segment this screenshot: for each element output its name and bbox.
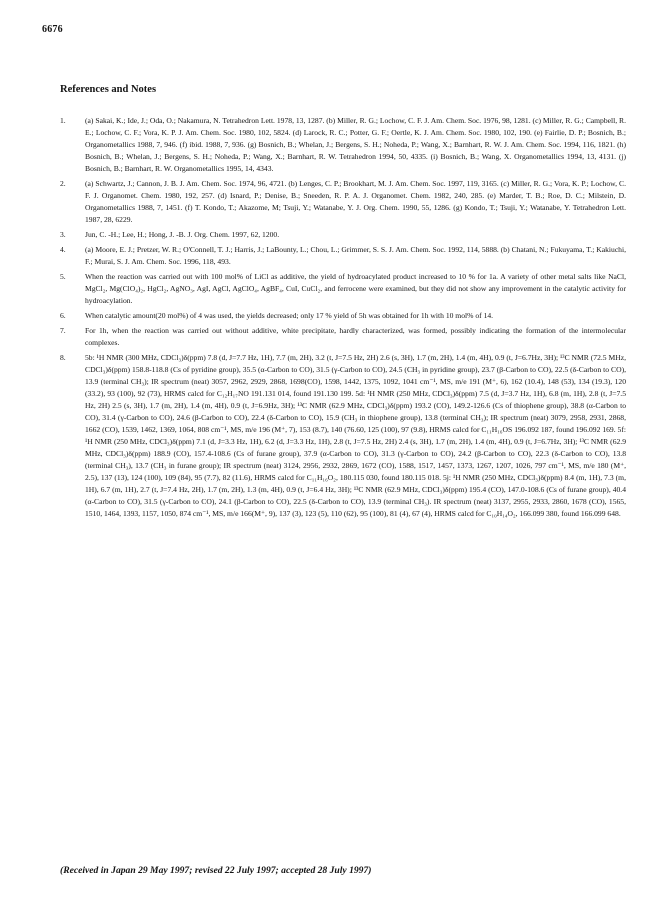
section-heading: References and Notes bbox=[60, 84, 157, 95]
reference-item bbox=[60, 244, 626, 268]
reference-item bbox=[60, 115, 626, 175]
reference-number: 1. bbox=[60, 116, 66, 125]
reference-text: (a) Sakai, K.; Ide, J.; Oda, O.; Nakamura, N. Tetrahedron Lett. 1978, 13, 1287. (b) Miller, R. G.; Lochow, C. F. J. Am. Chem. Soc. 1976, 98, 1281. (c) Miller, R. G.; Campbell, R. E.; Lochow, C. F.; Vora, K. P. J. Am. Chem. Soc. 1980, 102, 5824. (d) Larock, R. C.; Potter, G. F.; Oertle, K. J. Am. Chem. Soc. 1980, 102, 190. (e) Fairlie, D. P.; Bosnich, B.; Organometallics 1988, 7, 946. (f) ibid. 1988, 7, 936. (g) Bosnich, B.; Whelan, J.; Bergens, S. H.; Noheda, P.; Wang, X.; Barnhart, R. W. J. Am. Chem. Soc. 1994, 116, 1821. (h) Bosnich, B.; Whelan, J.; Bergens, S. H.; Noheda, P.; Wang, X.; Barnhart, R. W. Tetrahedron 1994, 50, 4335. (i) Bosnich, B.; Wang, X. Organometallics 1994, 13, 4131. (j) Bosnich, B.; Barnhart, R. W. Organometallics 1995, 14, 4343. bbox=[85, 116, 626, 173]
reference-number: 6. bbox=[60, 311, 66, 320]
reference-item bbox=[60, 229, 626, 241]
reference-item bbox=[60, 352, 626, 520]
reference-item bbox=[60, 325, 626, 349]
reference-text: Jun, C. -H.; Lee, H.; Hong, J. -B. J. Org. Chem. 1997, 62, 1200. bbox=[85, 230, 280, 239]
reference-item bbox=[60, 178, 626, 226]
reference-text: (a) Schwartz, J.; Cannon, J. B. J. Am. Chem. Soc. 1974, 96, 4721. (b) Lenges, C. P.; Brookhart, M. J. Am. Chem. Soc. 1997, 119, 3165. (c) Miller, R. G.; Vora, K. P.; Lochow, C. F. J. Organomet. Chem. 1980, 192, 257. (d) Isnard, P.; Denise, B.; Sneeden, R. P. A. J. Organomet. Chem. 1982, 240, 285. (e) Marder, T. B.; Roe, D. C.; Milstein, D. Organometallics 1988, 7, 1451. (f) T. Kondo, T.; Akazome, M; Tsuji, Y.; Watanabe, Y. J. Org. Chem. 1990, 55, 1286. (g) Kondo, T.; Tsuji, Y.; Watanabe, Y. Tetrahedron Lett. 1987, 28, 6229. bbox=[85, 179, 626, 224]
reference-item bbox=[60, 310, 626, 322]
page-number: 6676 bbox=[42, 24, 63, 35]
reference-text: 5b: ¹H NMR (300 MHz, CDCl₃)δ(ppm) 7.8 (d, J=7.7 Hz, 1H), 7.7 (m, 2H), 3.2 (t, J=7.5 Hz, 2H) 2.6 (s, 3H), 1.7 (m, 2H), 1.4 (m, 4H), 0.9 (t, J=6.7Hz, 3H); ¹³C NMR (72.5 MHz, CDCl₃)δ(ppm) 158.8-118.8 (Cs of pyridine group), 35.5 (α-Carbon to CO), 31.5 (γ-Carbon to CO), 24.5 (CH₃ in pyridine group), 23.7 (β-Carbon to CO), 22.5 (δ-Carbon to CO), 13.9 (terminal CH₃); IR spectrum (neat) 3057, 2962, 2929, 2868, 1698(CO), 1598, 1442, 1375, 1092, 1041 cm⁻¹, MS, m/e 191 (M⁺, 6), 162 (10.4), 148 (53), 134 (19.3), 120 (33.2), 93 (100), 92 (73), HRMS calcd for C₁₂H₁₇NO 191.131 014, found 191.130 199. 5d: ¹H NMR (250 MHz, CDCl₃)δ(ppm) 7.5 (d, J=3.7 Hz, 1H), 6.8 (m, 1H), 2.8 (t, J=7.5 Hz, 2H) 2.5 (s, 3H), 1.7 (m, 2H), 1.4 (m, 4H), 0.9 (t, J=6.9Hz, 3H); ¹³C NMR (62.9 MHz, CDCl₃)δ(ppm) 193.2 (CO), 149.2-126.6 (Cs of thiophene group), 38.8 (α-Carbon to CO), 31.4 (γ-Carbon to CO), 24.6 (β-Carbon to CO), 22.4 (δ-Carbon to CO), 15.9 (CH₃ in thiophene group), 13.8 (terminal CH₃); IR spectrum (neat) 3079, 2958, 2931, 2868, 1662 (CO), 1539, 1462, 1369, 1064, 808 cm⁻¹, MS, m/e 196 (M⁺, 7), 153 (8.7), 140 (76.60, 125 (100), 97 (9.8), HRMS calcd for C₁₁H₁₆OS 196.092 187, found 196.092 169. 5f: ¹H NMR (250 MHz, CDCl₃)δ(ppm) 7.1 (d, J=3.3 Hz, 1H), 6.2 (d, J=3.3 Hz, 1H), 2.8 (t, J=7.5 Hz, 2H) 2.4 (s, 3H), 1.7 (m, 2H), 1.4 (m, 4H), 0.9 (t, J=6.7Hz, 3H); ¹³C NMR (62.9 MHz, CDCl₃)δ(ppm) 188.9 (CO), 157.4-108.6 (Cs of furane group), 37.9 (α-Carbon to CO), 31.3 (γ-Carbon to CO), 24.2 (β-Carbon to CO), 22.3 (δ-Carbon to CO), 13.8 (terminal CH₃), 13.7 (CH₃ in furane group); IR spectrum (neat) 3124, 2956, 2932, 2869, 1672 (CO), 1588, 1517, 1457, 1373, 1267, 1207, 1026, 797 cm⁻¹, MS, m/e 180 (M⁺, 2.5), 137 (13), 124 (100), 109 (84), 95 (7.7), 82 (11.6), HRMS calcd for C₁₁H₁₆O₂, 180.115 030, found 180.115 018. 5j: ¹H NMR (250 MHz, CDCl₃)δ(ppm) 8.4 (m, 1H), 7.3 (m, 1H), 6.7 (m, 1H), 2.7 (t, J=7.4 Hz, 2H), 1.7 (m, 2H), 1.3 (m, 4H), 0.9 (t, J=6.4 Hz, 3H); ¹³C NMR (62.9 MHz, CDCl₃)δ(ppm) 195.4 (CO), 147.0-108.6 (Cs of furane group), 40.4 (α-Carbon to CO), 31.5 (γ-Carbon to CO), 24.1 (β-Carbon to CO), 22.5 (δ-Carbon to CO), 13.9 (terminal CH₃). IR spectrum (neat) 3137, 2955, 2933, 2860, 1678 (CO), 1565, 1510, 1464, 1393, 1157, 1050, 874 cm⁻¹, MS, m/e 166(M⁺, 9), 137 (3), 123 (5), 110 (62), 95 (100), 81 (4), 67 (4), HRMS calcd for C₁₀H₁₄O₂, 166.099 380, found 166.099 648. bbox=[85, 353, 626, 518]
reference-number: 2. bbox=[60, 179, 66, 188]
reference-number: 7. bbox=[60, 326, 66, 335]
reference-number: 3. bbox=[60, 230, 66, 239]
references-list bbox=[60, 115, 626, 523]
reference-number: 8. bbox=[60, 353, 66, 362]
reference-number: 5. bbox=[60, 272, 66, 281]
reference-item bbox=[60, 271, 626, 307]
reference-text: When the reaction was carried out with 100 mol% of LiCl as additive, the yield of hydroacylated product increased to 10 % for 1a. A variety of other metal salts like NaCl, MgCl₂, Mg(ClO₄)₂, HgCl₂, AgNO₃, AgI, AgCl, AgClO₄, AgBF₄, CuI, CuCl₂, and ferrocene were examined, but they did not show any improvement in the catalytic activity for hydroacylation. bbox=[85, 272, 626, 305]
reference-number: 4. bbox=[60, 245, 66, 254]
reference-text: For 1h, when the reaction was carried out without additive, white precipitate, hardly characterized, was formed, possibly indicating the formation of the intermolecular complexes. bbox=[85, 326, 626, 347]
received-dates: (Received in Japan 29 May 1997; revised 22 July 1997; accepted 28 July 1997) bbox=[60, 865, 372, 876]
reference-text: (a) Moore, E. J.; Pretzer, W. R.; O'Connell, T. J.; Harris, J.; LaBounty, L.; Chou, L.; Grimmer, S. S. J. Am. Chem. Soc. 1992, 114, 5888. (b) Chatani, N.; Fukuyama, T.; Kakiuchi, F.; Murai, S. J. Am. Chem. Soc. 1996, 118, 493. bbox=[85, 245, 626, 266]
reference-text: When catalytic amount(20 mol%) of 4 was used, the yields decreased; only 17 % yield of 5h was obtained for 1h with 10 mol% of 14. bbox=[85, 311, 494, 320]
